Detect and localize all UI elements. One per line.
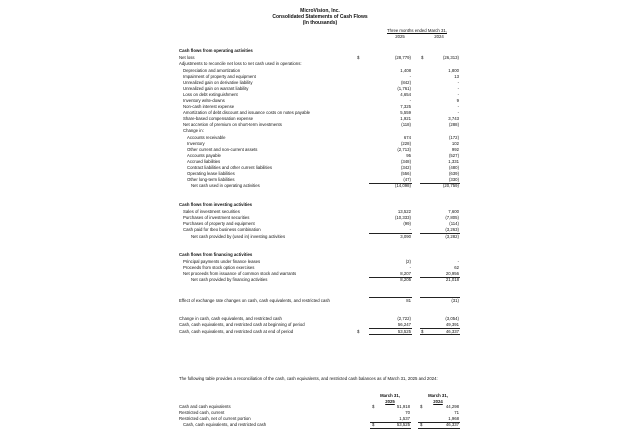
line-item-row [0,128,640,134]
line-item-label: Amortization of debt discount and issuance costs on notes payable [183,109,311,115]
line-item-row [0,98,640,104]
line-item-row [0,92,640,98]
line-item-row [0,141,640,147]
subtotal-rule [420,183,460,184]
line-item-label: Purchases of property and equipment [183,220,255,226]
line-item-row [0,404,640,410]
line-item-label: Principal payments under finance leases [183,258,261,264]
reconciliation-note: The following table provides a reconciliation of the cash, cash equivalents, and restricted cash balances as of March 31, 2025 and 2024: [179,376,438,381]
value-2025: (47) [403,176,411,182]
line-item-label: Inventory write-downs [183,97,225,103]
value-2025: (14,098) [394,183,411,189]
line-item-row [0,147,640,153]
total-double-rule [418,428,460,429]
value-2025: (2,713) [397,146,411,152]
value-2024: 20,956 [445,270,459,276]
line-item-label: Accrued liabilities [187,158,221,164]
statement-title: Consolidated Statements of Cash Flows [272,14,368,20]
value-2024: 1,331 [448,158,459,164]
line-item-row [0,277,640,283]
line-item-label: Net cash provided by (used in) investing activities [191,233,286,239]
line-item-label: Net cash provided by financing activities [191,277,268,283]
line-item-row [0,135,640,141]
value-2024: (3,263) [445,226,459,232]
line-item-row [0,61,640,67]
line-item-label: Depreciation and amortization [183,67,241,73]
line-item-label: Inventory [187,140,205,146]
value-2024: 62 [454,264,459,270]
value-2025: (842) [400,79,411,85]
section-heading [0,48,640,54]
currency-symbol-2025: $ [357,328,360,334]
value-2024: 13 [454,73,459,79]
line-item-label: Loss on debt extinguishment [183,91,238,97]
value-2024: (527) [448,152,459,158]
currency-symbol-2025: $ [372,403,375,409]
value-2025: 8,205 [400,277,411,283]
value-2025: 3,090 [400,233,411,239]
period-header: Three months ended March 31, [387,28,447,33]
subtotal-rule [420,277,460,278]
value-2025: (1,761) [397,85,411,91]
value-2024: (114) [449,220,459,226]
value-2024: - [457,79,459,85]
line-item-row [0,422,640,428]
line-item-row [0,416,640,422]
subtotal-rule [420,328,460,329]
value-2025: (228) [400,140,411,146]
value-2025: 1,537 [399,415,410,421]
subtotal-rule [370,422,411,423]
line-item-row [0,259,640,265]
value-2024: 1,968 [448,415,459,421]
line-item-row [0,271,640,277]
line-item-label: Cash flows from financing activities [179,251,253,257]
value-2024: (3,282) [445,233,459,239]
value-2024: 71 [454,409,459,415]
value-2025: (10,333) [394,214,411,220]
line-item-label: Adjustments to reconcile net loss to net cash used in operations: [179,60,302,66]
line-item-label: Change in cash, cash equivalents, and restricted cash [179,315,282,321]
value-2024: 1,800 [448,67,459,73]
total-double-rule [370,428,411,429]
value-2025: 51,918 [396,403,410,409]
line-item-row [0,74,640,80]
value-2024: 49,391 [445,321,459,327]
recon-col-2025-header: 2025 [385,398,395,404]
value-2025: 4,654 [400,91,411,97]
value-2024: (288) [448,121,459,127]
currency-symbol-2025: $ [372,422,375,428]
line-item-label: Operating lease liabilities [187,170,235,176]
currency-symbol-2024: $ [421,328,424,334]
line-item-label: Sales of investment securities [183,208,240,214]
currency-symbol-2025: $ [357,54,360,60]
value-2024: (26,313) [442,54,459,60]
value-2025: 13,522 [397,208,411,214]
currency-symbol-2024: $ [420,422,423,428]
line-item-row [0,110,640,116]
line-item-row [0,183,640,189]
value-2024: (330) [448,176,459,182]
line-item-label: Accounts receivable [187,134,226,140]
value-2025: (348) [400,158,411,164]
value-2025: 53,525 [397,328,411,334]
value-2024: (172) [448,134,459,140]
value-2024: 102 [451,140,459,146]
value-2024: 7,600 [448,208,459,214]
value-2024: - [457,109,459,115]
value-2025: 8,207 [400,270,411,276]
line-item-label: Impairment of property and equipment [183,73,256,79]
units-note: (In thousands) [302,20,338,26]
line-item-row [0,55,640,61]
line-item-label: Net accretion of premium on short-term investments [183,121,282,127]
subtotal-rule [420,233,460,234]
line-item-label: Cash, cash equivalents, and restricted cash [183,422,267,428]
value-2025: 81 [406,297,411,303]
value-2025: - [409,264,411,270]
line-item-row [0,80,640,86]
line-item-label: Net proceeds from issuance of common stock and warrants [183,270,297,276]
value-2024: 46,337 [445,328,459,334]
line-item-row [0,165,640,171]
value-2025: 95 [406,152,411,158]
line-item-row [0,116,640,122]
value-2024: 46,337 [445,422,459,428]
line-item-row [0,159,640,165]
value-2024: - [457,103,459,109]
value-2024: (31) [451,297,459,303]
line-item-row [0,209,640,215]
value-2025: 56,247 [397,321,411,327]
value-2024: 992 [451,146,459,152]
subtotal-rule [418,422,460,423]
value-2024: - [457,85,459,91]
line-item-label: Cash flows from investing activities [179,201,253,207]
value-2025: (342) [400,164,411,170]
line-item-row [0,227,640,233]
line-item-label: Net loss [179,54,195,60]
line-item-label: Cash paid for Ibeo business combination [183,226,261,232]
line-item-label: Unrealized gain on derivative liability [183,79,253,85]
value-2024: - [457,258,459,264]
line-item-row [0,298,640,304]
subtotal-rule [420,297,460,298]
line-item-label: Cash, cash equivalents, and restricted cash at end of period [179,328,294,334]
value-2024: (7,805) [445,214,459,220]
col-2025-header: 2025 [395,34,405,39]
line-item-row [0,265,640,271]
total-double-rule [369,334,412,335]
recon-hdr-top-2024: March 31, [428,393,448,398]
value-2025: - [409,97,411,103]
value-2024: (3,054) [445,315,459,321]
value-2025: 1,408 [400,67,411,73]
line-item-label: Restricted cash, net of current portion [179,415,251,421]
line-item-row [0,221,640,227]
line-item-row [0,122,640,128]
line-item-label: Other current and non-current assets [187,146,258,152]
recon-col-2024-header: 2024 [433,398,443,404]
line-item-label: Accounts payable [187,152,221,158]
section-heading [0,252,640,258]
value-2025: (99) [403,220,411,226]
subtotal-rule [369,183,412,184]
line-item-label: Purchases of investment securities [183,214,250,220]
value-2025: 53,525 [396,422,410,428]
col-2024-header: 2024 [434,34,444,39]
value-2024: 9 [456,97,459,103]
currency-symbol-2024: $ [421,54,424,60]
line-item-label: Cash flows from operating activities [179,48,253,54]
line-item-label: Net cash used in operating activities [191,183,260,189]
value-2025: 1,921 [400,115,411,121]
line-item-label: Contract liabilities and other current liabilities [187,164,273,170]
line-item-row [0,215,640,221]
value-2024: 21,018 [445,277,459,283]
line-item-row [0,153,640,159]
line-item-label: Effect of exchange rate changes on cash, cash equivalents, and restricted cash [179,297,330,303]
line-item-row [0,177,640,183]
company-name: MicroVision, Inc. [300,8,340,14]
line-item-row [0,234,640,240]
value-2025: (118) [401,121,411,127]
value-2025: (556) [400,170,411,176]
subtotal-rule [369,297,412,298]
line-item-row [0,410,640,416]
value-2024: - [457,91,459,97]
value-2025: - [409,226,411,232]
value-2025: 674 [403,134,411,140]
section-heading [0,202,640,208]
line-item-row [0,316,640,322]
line-item-row [0,104,640,110]
value-2024: (480) [448,164,459,170]
line-item-row [0,68,640,74]
value-2024: (20,759) [442,183,459,189]
line-item-label: Proceeds from stock option exercises [183,264,255,270]
line-item-label: Share-based compensation expense [183,115,253,121]
line-item-label: Restricted cash, current [179,409,225,415]
value-2025: - [409,73,411,79]
line-item-row [0,171,640,177]
line-item-label: Non-cash interest expense [183,103,235,109]
value-2024: 3,743 [448,115,459,121]
line-item-row [0,322,640,328]
subtotal-rule [369,277,412,278]
line-item-label: Cash, cash equivalents, and restricted cash at beginning of period [179,321,305,327]
value-2024: (639) [448,170,459,176]
line-item-row [0,329,640,335]
value-2025: 70 [405,409,410,415]
value-2025: 7,325 [400,103,411,109]
total-double-rule [420,334,460,335]
line-item-label: Other long-term liabilities [187,176,235,182]
line-item-row [0,86,640,92]
subtotal-rule [369,233,412,234]
line-item-label: Change in: [183,127,204,133]
line-item-label: Unrealized gain on warrant liability [183,85,249,91]
value-2025: 5,559 [400,109,411,115]
recon-hdr-top-2025: March 31, [380,393,400,398]
value-2025: (28,779) [394,54,411,60]
currency-symbol-2024: $ [420,403,423,409]
value-2025: (2) [405,258,411,264]
value-2025: (2,722) [397,315,411,321]
value-2024: 44,298 [445,403,459,409]
subtotal-rule [369,328,412,329]
line-item-label: Cash and cash equivalents [179,403,231,409]
